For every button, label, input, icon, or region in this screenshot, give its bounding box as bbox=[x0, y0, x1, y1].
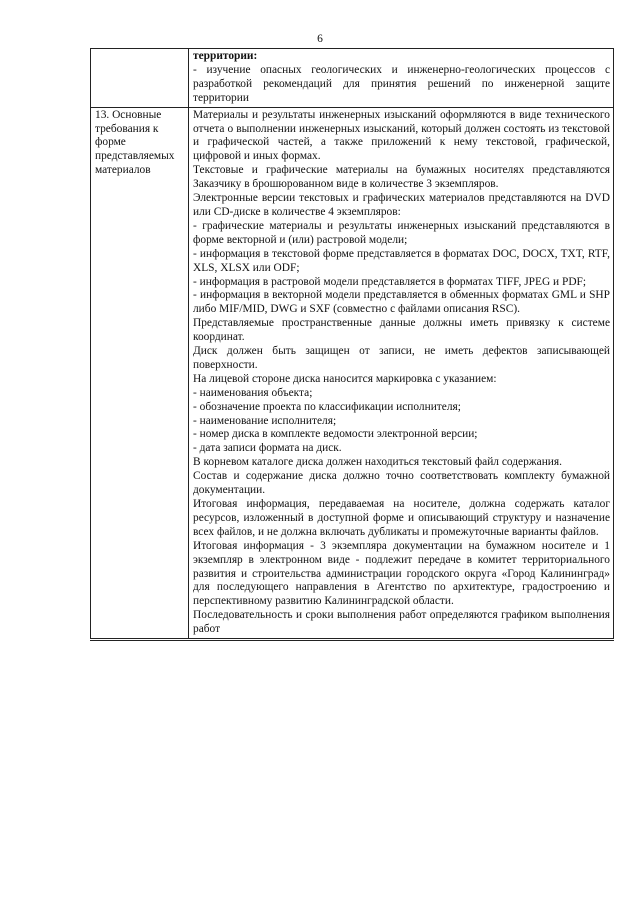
row-content-continued bbox=[189, 49, 614, 108]
list-item: - наименования объекта; bbox=[193, 386, 313, 399]
paragraph: Последовательность и сроки выполнения работ определяются графиком выполнения работ bbox=[193, 609, 610, 636]
row-label-line: форме bbox=[95, 136, 126, 149]
row-content-13 bbox=[189, 107, 614, 639]
paragraph: Состав и содержание диска должно точно соответствовать комплекту бумажной документации. bbox=[193, 470, 610, 497]
list-item: - наименование исполнителя; bbox=[193, 414, 337, 427]
row-label-line: требования к bbox=[95, 122, 159, 135]
row-label-13 bbox=[91, 107, 189, 639]
list-item: - дата записи формата на диск. bbox=[193, 442, 342, 455]
row-label-line: представляемых bbox=[95, 150, 175, 163]
paragraph: На лицевой стороне диска наносится маркировка с указанием: bbox=[193, 372, 497, 385]
list-item: - графические материалы и результаты инженерных изысканий представляются в форме векторной и (или) растровой модели; bbox=[193, 219, 610, 246]
table-row-13 bbox=[91, 107, 614, 639]
row-label-empty bbox=[91, 49, 189, 108]
table-row-continued bbox=[91, 49, 614, 108]
paragraph: Итоговая информация, передаваемая на носителе, должна содержать каталог ресурсов, изложенный в доступной форме и описывающий структуру и назначение всех файлов, и не должна включать дубликаты и промежуточные варианты файлов. bbox=[193, 498, 610, 538]
section-heading-tail: территории: bbox=[193, 50, 258, 62]
paragraph: Электронные версии текстовых и графических материалов представляются на DVD или CD-диске в количестве 4 экземпляров: bbox=[193, 192, 610, 218]
list-item: - номер диска в комплекте ведомости электронной версии; bbox=[193, 428, 478, 441]
list-item: - изучение опасных геологических и инженерно-геологических процессов с разработкой рекомендаций для принятия решений по инженерной защите территории bbox=[193, 63, 610, 104]
list-item: - информация в текстовой форме представляется в форматах DOC, DOCX, TXT, RTF, XLS, XLSX или ODF; bbox=[193, 247, 610, 274]
paragraph: Итоговая информация - 3 экземпляра документации на бумажном носителе и 1 экземпляр в электронном виде - подлежит передаче в комитет территориального развития и строительства администрации городского округа «Город Калининград» для последующего направления в Агентство по архитектуре, градостроению и перспективному развитию Калининградской области. bbox=[193, 539, 610, 608]
list-item: - обозначение проекта по классификации исполнителя; bbox=[193, 400, 461, 413]
paragraph: Материалы и результаты инженерных изысканий оформляются в виде технического отчета о выполнении инженерных изысканий, который должен состоять из текстовой и графической частей, а также приложений к нему текстовой, графической, цифровой и иных формах. bbox=[193, 108, 610, 163]
page-number: 6 bbox=[317, 33, 323, 45]
row-label-line: материалов bbox=[95, 164, 151, 177]
requirements-table bbox=[90, 48, 614, 641]
paragraph: Текстовые и графические материалы на бумажных носителях представляются Заказчику в брошюрованном виде в количестве 3 экземпляров. bbox=[193, 164, 610, 191]
paragraph: В корневом каталоге диска должен находиться текстовый файл содержания. bbox=[193, 456, 562, 469]
paragraph: Диск должен быть защищен от записи, не иметь дефектов записывающей поверхности. bbox=[193, 345, 610, 371]
list-item: - информация в векторной модели представляется в обменных форматах GML и SHP либо MIF/MID, DWG и SXF (совместно с файлами описания RSC). bbox=[193, 289, 610, 316]
row-label-line: 13. Основные bbox=[95, 108, 162, 121]
paragraph: Представляемые пространственные данные должны иметь привязку к системе координат. bbox=[193, 317, 610, 344]
list-item: - информация в растровой модели представляется в форматах TIFF, JPEG и PDF; bbox=[193, 275, 587, 288]
